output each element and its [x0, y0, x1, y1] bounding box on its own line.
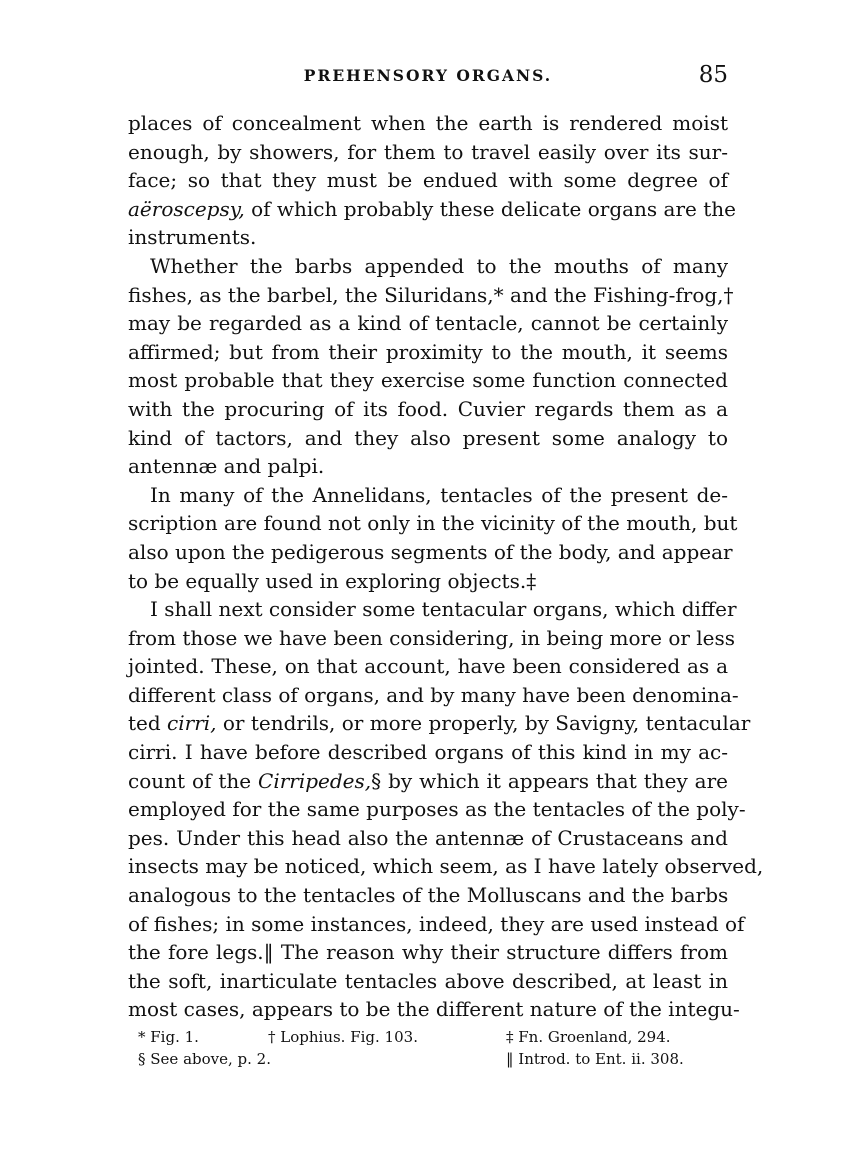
text-run: the fore legs.‖ The reason why their structure differs from [128, 940, 728, 965]
text-line [128, 910, 745, 939]
text-line [128, 938, 728, 967]
body-text [128, 109, 764, 1024]
text-line [128, 795, 746, 824]
footnote-parallel: ‖ Introd. to Ent. ii. 308. [506, 1050, 684, 1068]
text-line [128, 652, 728, 681]
text-run: of which probably these delicate organs are the [244, 196, 736, 221]
text-run: kind of tactors, and they also present some analogy to [128, 425, 728, 450]
text-run: I shall next consider some tentacular organs, which differ [150, 597, 737, 622]
running-head [128, 62, 728, 92]
text-line [128, 881, 728, 910]
text-line [128, 852, 764, 881]
paragraph [128, 481, 738, 595]
text-line [128, 681, 739, 710]
text-run: or tendrils, or more properly, by Savigny, tentacular [216, 711, 751, 736]
paragraph [128, 109, 736, 252]
text-run: cirri, [167, 711, 217, 736]
text-line [128, 995, 740, 1024]
paragraph [128, 252, 734, 481]
text-line [128, 709, 751, 738]
text-line [128, 395, 728, 424]
text-line [128, 252, 728, 281]
text-run: insects may be noticed, which seem, as I have lately observed, [128, 854, 764, 879]
text-run: enough, by showers, for them to travel easily over its sur- [128, 139, 728, 164]
text-line [128, 824, 728, 853]
text-run: with the procuring of its food. Cuvier regards them as a [128, 396, 728, 421]
text-line [128, 624, 736, 653]
text-run: count of the [128, 768, 259, 793]
footnote-row [128, 1026, 728, 1048]
text-run: face; so that they must be endued with some degree of [128, 168, 728, 193]
text-run: affirmed; but from their proximity to the mouth, it seems [128, 339, 728, 364]
running-title: PREHENSORY ORGANS. [303, 66, 553, 85]
text-run: employed for the same purposes as the tentacles of the poly- [128, 797, 746, 822]
footnote-row [128, 1048, 728, 1070]
footnote-section: § See above, p. 2. [138, 1050, 271, 1068]
text-line [128, 138, 728, 167]
text-line [128, 738, 728, 767]
text-run: from those we have been considering, in being more or less [128, 625, 736, 650]
text-run: fishes, as the barbel, the Siluridans,* and the Fishing-frog,† [128, 282, 734, 307]
text-run: instruments. [128, 225, 257, 250]
text-line [128, 223, 728, 252]
text-run: cirri. I have before described organs of this kind in my ac- [128, 740, 728, 765]
page-number: 85 [698, 62, 728, 88]
text-line [128, 424, 728, 453]
text-run: ted [128, 711, 168, 736]
text-run: the soft, inarticulate tentacles above described, at least in [128, 968, 728, 993]
text-run: analogous to the tentacles of the Molluscans and the barbs [128, 883, 729, 908]
text-line [128, 567, 728, 596]
text-run: aëroscepsy, [128, 196, 245, 221]
footnotes [128, 1026, 728, 1070]
text-line [128, 195, 736, 224]
text-run: pes. Under this head also the antennæ of Crustaceans and [128, 825, 728, 850]
text-run: places of concealment when the earth is rendered moist [128, 111, 728, 135]
text-line [128, 166, 728, 195]
text-run: In many of the Annelidans, tentacles of the present de- [150, 482, 728, 507]
text-line [128, 967, 728, 996]
text-run: of fishes; in some instances, indeed, they are used instead of [128, 911, 745, 936]
text-run: scription are found not only in the vicinity of the mouth, but [128, 511, 738, 536]
text-run: also upon the pedigerous segments of the body, and appear [128, 539, 733, 564]
text-run: antennæ and palpi. [128, 454, 325, 479]
text-line [128, 366, 728, 395]
text-run: jointed. These, on that account, have been considered as a [128, 654, 728, 679]
text-line [128, 509, 738, 538]
footnote-double-dagger: ‡ Fn. Groenland, 294. [506, 1028, 671, 1046]
text-run: Cirripedes, [258, 768, 372, 793]
paragraph [128, 595, 764, 1024]
text-run: most probable that they exercise some function connected [128, 368, 728, 393]
text-line [128, 481, 728, 510]
text-line [128, 538, 733, 567]
footnote-dagger: † Lophius. Fig. 103. [268, 1028, 418, 1046]
text-line [128, 595, 737, 624]
text-run: § by which it appears that they are [371, 768, 728, 793]
text-run: most cases, appears to be the different nature of the integu- [128, 997, 740, 1022]
text-line [128, 338, 728, 367]
text-line [128, 109, 728, 138]
text-run: Whether the barbs appended to the mouths of many [150, 253, 728, 278]
text-run: may be regarded as a kind of tentacle, cannot be certainly [128, 311, 728, 336]
text-run: different class of organs, and by many have been denomina- [128, 682, 739, 707]
text-line [128, 767, 728, 796]
text-line [128, 281, 734, 310]
text-run: to be equally used in exploring objects.‡ [128, 568, 537, 593]
footnote-star: * Fig. 1. [138, 1028, 199, 1046]
text-line [128, 309, 728, 338]
text-line [128, 452, 728, 481]
